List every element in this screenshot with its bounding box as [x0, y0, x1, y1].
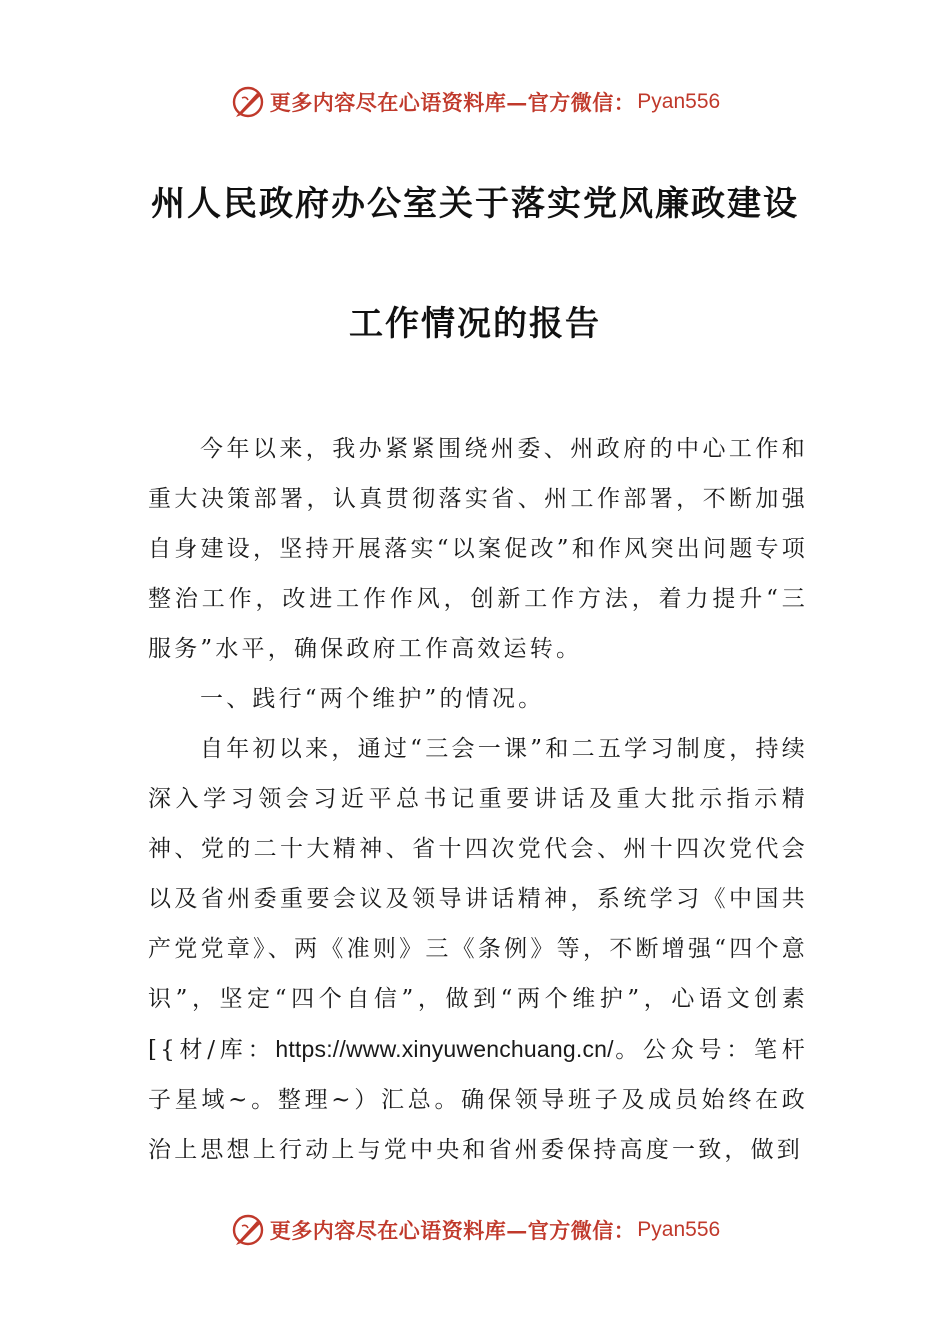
- paragraph-section-1-part-a: 自年初以来，通过“三会一课”和二五学习制度，持续深入学习领会习近平总书记重要讲话及重大批示指示精神、党的二十大精神、省十四次党代会、州十四次党代会以及省州委重要会议及领导讲话精神，系统学习《中国共产党党章》、两《准则》三《条例》等，不断增强“四个意识”，坚定“四个自信”，做到“两个维护”，心语文创素[{材/库：: [148, 736, 808, 1063]
- watermark-banner-top: [0, 82, 950, 122]
- watermark-wechat-id: Pyan556: [637, 1218, 721, 1241]
- document-title-line-2: 工作情况的报告: [349, 304, 601, 344]
- watermark-brand-text: 更多内容尽在心语资料库—官方微信：: [269, 1218, 636, 1243]
- section-heading-1: 一、践行“两个维护”的情况。: [200, 686, 545, 712]
- pen-logo-icon: [230, 84, 266, 120]
- paragraph-intro: 今年以来，我办紧紧围绕州委、州政府的中心工作和重大决策部署，认真贯彻落实省、州工作部署，不断加强自身建设，坚持开展落实“以案促改”和作风突出问题专项整治工作，改进工作作风，创新工作方法，着力提升“三服务”水平，确保政府工作高效运转。: [148, 436, 808, 662]
- paragraph-section-1: [148, 724, 808, 1175]
- document-body: [148, 424, 808, 1175]
- watermark-brand-text: 更多内容尽在心语资料库—官方微信：: [269, 90, 636, 115]
- watermark-wechat-id: Pyan556: [637, 90, 721, 113]
- pen-logo-icon: [230, 1212, 266, 1248]
- document-title-line-1: 州人民政府办公室关于落实党风廉政建设: [151, 184, 799, 224]
- watermark-banner-bottom: [0, 1210, 950, 1250]
- website-link[interactable]: https://www.xinyuwenchuang.cn/: [275, 1036, 614, 1062]
- paragraph-section-1-part-b: 。公众号：笔杆子星域~。整理~）汇总。确保领导班子及成员始终在政治上思想上行动上与党中央和省州委保持高度一致，做到: [148, 1037, 808, 1163]
